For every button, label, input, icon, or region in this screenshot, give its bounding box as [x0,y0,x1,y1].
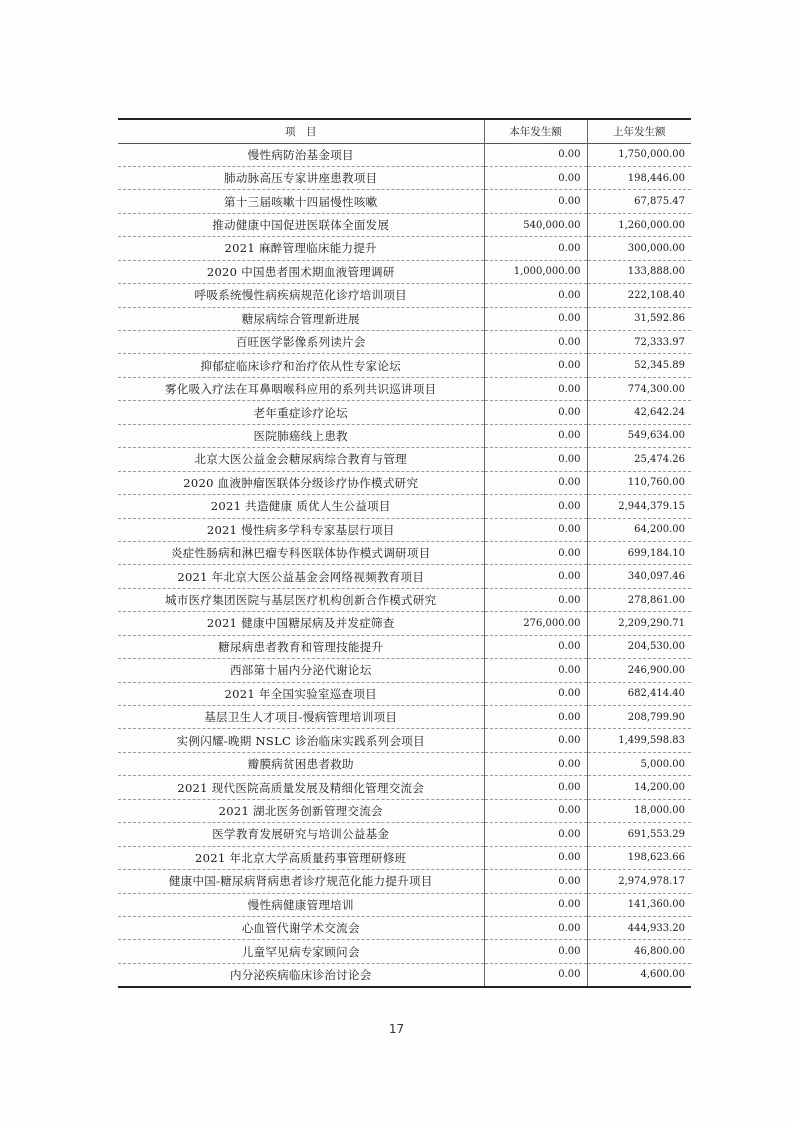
row-item-name: 2021 年北京大学高质量药事管理研修班 [118,846,484,869]
row-prior-amount: 72,333.97 [587,331,691,354]
table-row [118,612,691,635]
row-prior-amount: 340,097.46 [587,565,691,588]
row-prior-amount: 198,623.66 [587,846,691,869]
row-item-name: 2021 健康中国糖尿病及并发症筛查 [118,612,484,635]
row-item-name: 慢性病健康管理培训 [118,893,484,916]
table-row [118,682,691,705]
row-current-amount: 540,000.00 [484,213,587,236]
table-row [118,377,691,400]
row-prior-amount: 52,345.89 [587,354,691,377]
row-prior-amount: 204,530.00 [587,635,691,658]
row-current-amount: 0.00 [484,284,587,307]
row-item-name: 2021 年北京大医公益基金会网络视频教育项目 [118,565,484,588]
row-item-name: 糖尿病患者教育和管理技能提升 [118,635,484,658]
table-row [118,635,691,658]
row-item-name: 医学教育发展研究与培训公益基金 [118,823,484,846]
table-row [118,588,691,611]
row-current-amount: 0.00 [484,331,587,354]
table-row [118,284,691,307]
row-current-amount: 0.00 [484,565,587,588]
table-row [118,354,691,377]
row-current-amount: 0.00 [484,846,587,869]
table-row [118,823,691,846]
row-current-amount: 0.00 [484,471,587,494]
row-prior-amount: 2,944,379.15 [587,495,691,518]
table-row [118,706,691,729]
table-row [118,213,691,236]
row-prior-amount: 46,800.00 [587,940,691,963]
table-row [118,940,691,963]
row-prior-amount: 2,209,290.71 [587,612,691,635]
row-prior-amount: 141,360.00 [587,893,691,916]
table-row [118,659,691,682]
row-prior-amount: 64,200.00 [587,518,691,541]
row-prior-amount: 222,108.40 [587,284,691,307]
row-prior-amount: 42,642.24 [587,401,691,424]
row-current-amount: 0.00 [484,518,587,541]
row-current-amount: 0.00 [484,729,587,752]
table-row [118,237,691,260]
row-item-name: 心血管代谢学术交流会 [118,916,484,939]
row-item-name: 内分泌疾病临床诊治讨论会 [118,963,484,986]
row-current-amount: 0.00 [484,916,587,939]
row-item-name: 老年重症诊疗论坛 [118,401,484,424]
table-row [118,518,691,541]
table-row [118,963,691,986]
row-prior-amount: 246,900.00 [587,659,691,682]
row-current-amount: 0.00 [484,588,587,611]
row-item-name: 医院肺癌线上患教 [118,424,484,447]
row-prior-amount: 691,553.29 [587,823,691,846]
row-prior-amount: 1,750,000.00 [587,143,691,166]
row-current-amount: 0.00 [484,495,587,518]
table-row [118,495,691,518]
table-row [118,776,691,799]
row-prior-amount: 25,474.26 [587,448,691,471]
row-item-name: 基层卫生人才项目-慢病管理培训项目 [118,706,484,729]
row-current-amount: 0.00 [484,893,587,916]
table-row [118,846,691,869]
table-row [118,893,691,916]
row-current-amount: 0.00 [484,776,587,799]
header-item: 项 目 [118,119,484,143]
row-prior-amount: 774,300.00 [587,377,691,400]
row-item-name: 2021 年全国实验室巡查项目 [118,682,484,705]
row-item-name: 健康中国-糖尿病肾病患者诊疗规范化能力提升项目 [118,870,484,893]
row-current-amount: 0.00 [484,401,587,424]
table-row [118,565,691,588]
table-header-row [118,119,691,143]
row-item-name: 第十三届咳嗽十四届慢性咳嗽 [118,190,484,213]
row-current-amount: 0.00 [484,870,587,893]
row-item-name: 炎症性肠病和淋巴瘤专科医联体协作模式调研项目 [118,541,484,564]
row-prior-amount: 18,000.00 [587,799,691,822]
row-current-amount: 0.00 [484,963,587,986]
table-row [118,401,691,424]
row-prior-amount: 300,000.00 [587,237,691,260]
row-item-name: 2020 中国患者围术期血液管理调研 [118,260,484,283]
row-prior-amount: 278,861.00 [587,588,691,611]
row-item-name: 糖尿病综合管理新进展 [118,307,484,330]
expense-table [118,118,691,988]
table-row [118,143,691,166]
row-prior-amount: 699,184.10 [587,541,691,564]
row-current-amount: 0.00 [484,823,587,846]
row-prior-amount: 1,260,000.00 [587,213,691,236]
table-row [118,799,691,822]
table-row [118,424,691,447]
row-prior-amount: 67,875.47 [587,190,691,213]
row-item-name: 西部第十届内分泌代谢论坛 [118,659,484,682]
row-item-name: 百旺医学影像系列读片会 [118,331,484,354]
row-item-name: 2021 共造健康 质优人生公益项目 [118,495,484,518]
row-item-name: 抑郁症临床诊疗和治疗依从性专家论坛 [118,354,484,377]
row-current-amount: 0.00 [484,143,587,166]
table-row [118,729,691,752]
table-row [118,260,691,283]
table-row [118,916,691,939]
row-prior-amount: 208,799.90 [587,706,691,729]
row-current-amount: 0.00 [484,237,587,260]
row-item-name: 城市医疗集团医院与基层医疗机构创新合作模式研究 [118,588,484,611]
row-current-amount: 1,000,000.00 [484,260,587,283]
row-item-name: 北京大医公益金会糖尿病综合教育与管理 [118,448,484,471]
row-item-name: 实例闪耀-晚期 NSLC 诊治临床实践系列会项目 [118,729,484,752]
row-item-name: 2020 血液肿瘤医联体分级诊疗协作模式研究 [118,471,484,494]
row-prior-amount: 1,499,598.83 [587,729,691,752]
table-row [118,870,691,893]
row-item-name: 2021 湖北医务创新管理交流会 [118,799,484,822]
row-prior-amount: 2,974,978.17 [587,870,691,893]
table-row [118,541,691,564]
row-current-amount: 276,000.00 [484,612,587,635]
row-current-amount: 0.00 [484,354,587,377]
row-current-amount: 0.00 [484,541,587,564]
row-current-amount: 0.00 [484,190,587,213]
row-prior-amount: 133,888.00 [587,260,691,283]
row-current-amount: 0.00 [484,166,587,189]
header-prior-year: 上年发生额 [587,119,691,143]
table-row [118,471,691,494]
row-prior-amount: 5,000.00 [587,752,691,775]
table-row [118,190,691,213]
row-item-name: 2021 慢性病多学科专家基层行项目 [118,518,484,541]
page-number: 17 [388,1022,405,1036]
row-prior-amount: 4,600.00 [587,963,691,986]
row-current-amount: 0.00 [484,752,587,775]
table-row [118,166,691,189]
row-prior-amount: 31,592.86 [587,307,691,330]
table-row [118,448,691,471]
row-item-name: 呼吸系统慢性病疾病规范化诊疗培训项目 [118,284,484,307]
row-current-amount: 0.00 [484,799,587,822]
table-row [118,307,691,330]
row-item-name: 雾化吸入疗法在耳鼻咽喉科应用的系列共识巡讲项目 [118,377,484,400]
row-item-name: 2021 麻醉管理临床能力提升 [118,237,484,260]
row-item-name: 肺动脉高压专家讲座患教项目 [118,166,484,189]
row-current-amount: 0.00 [484,659,587,682]
row-prior-amount: 549,634.00 [587,424,691,447]
row-current-amount: 0.00 [484,706,587,729]
row-current-amount: 0.00 [484,424,587,447]
row-item-name: 2021 现代医院高质量发展及精细化管理交流会 [118,776,484,799]
table-body [118,143,691,987]
row-item-name: 慢性病防治基金项目 [118,143,484,166]
table-row [118,331,691,354]
row-item-name: 儿童罕见病专家顾问会 [118,940,484,963]
row-current-amount: 0.00 [484,307,587,330]
row-prior-amount: 110,760.00 [587,471,691,494]
header-current-year: 本年发生额 [484,119,587,143]
row-prior-amount: 198,446.00 [587,166,691,189]
row-current-amount: 0.00 [484,448,587,471]
row-prior-amount: 682,414.40 [587,682,691,705]
row-item-name: 推动健康中国促进医联体全面发展 [118,213,484,236]
row-current-amount: 0.00 [484,682,587,705]
row-current-amount: 0.00 [484,635,587,658]
row-current-amount: 0.00 [484,377,587,400]
row-current-amount: 0.00 [484,940,587,963]
table-row [118,752,691,775]
row-item-name: 瓣膜病贫困患者救助 [118,752,484,775]
row-prior-amount: 14,200.00 [587,776,691,799]
row-prior-amount: 444,933.20 [587,916,691,939]
